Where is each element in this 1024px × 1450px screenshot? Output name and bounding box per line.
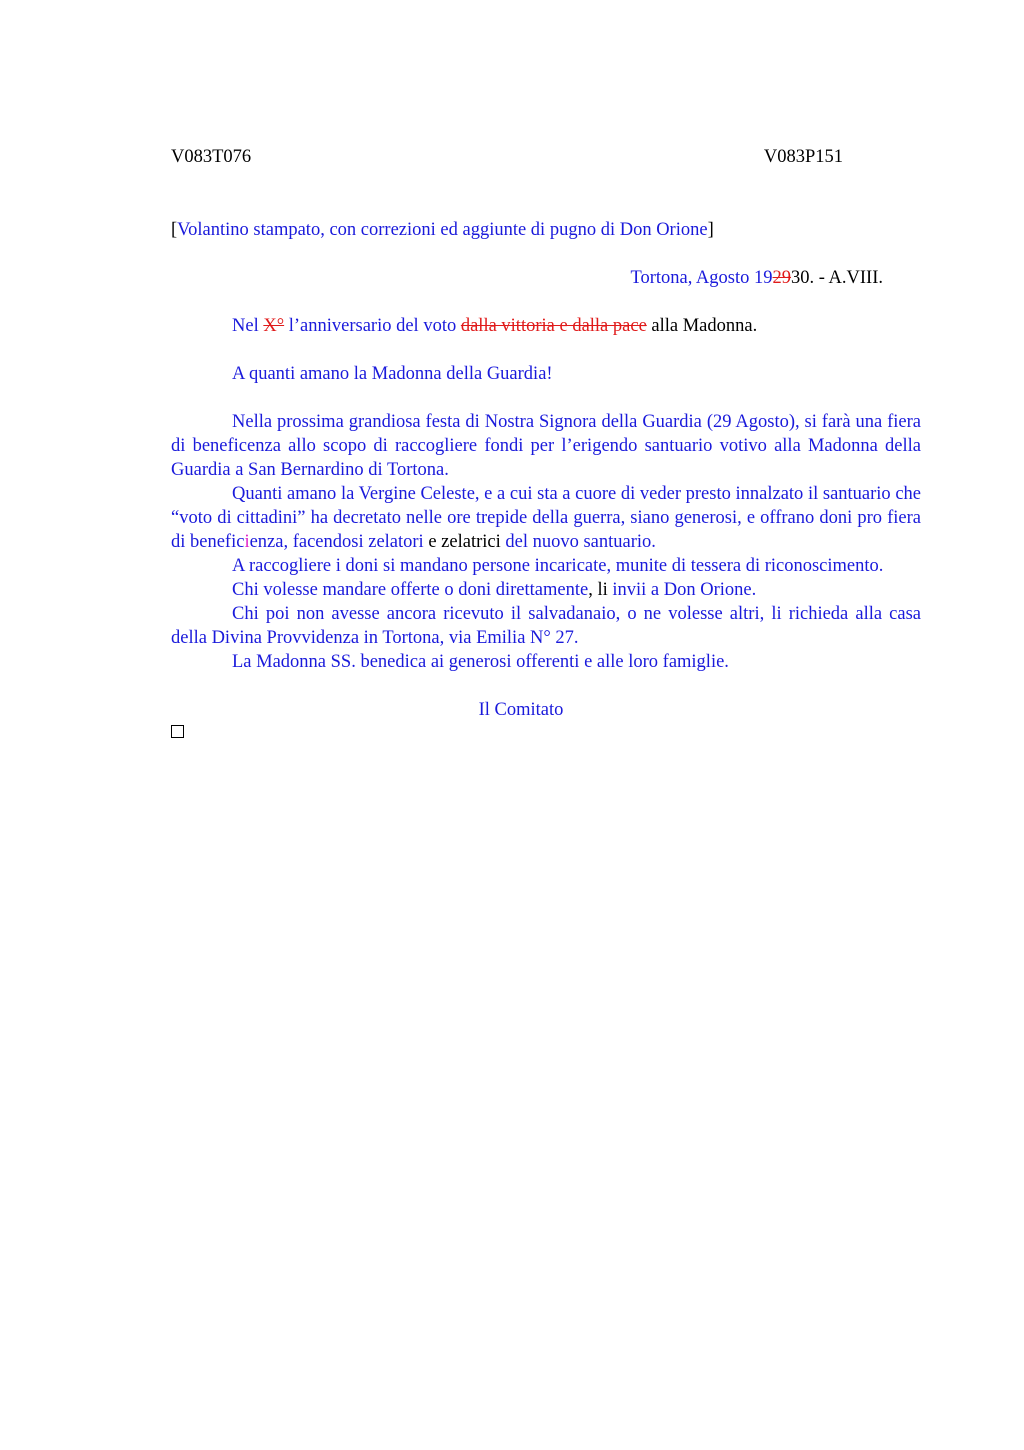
dedication-end: alla Madonna. (646, 316, 758, 336)
paragraph-offerte-end: invii a Don Orione. (607, 580, 757, 600)
corrected-year: 30. - A.VI (791, 268, 867, 288)
document-page (171, 145, 921, 738)
paragraph-festa: Nella prossima grandiosa festa di Nostra Signora della Guardia (29 Agosto), si farà una fiera di beneficenza allo scopo di raccogliere fondi per l’erigendo santuario votivo alla Madonna della Guardia a San Bernardino di Tortona. (171, 412, 921, 480)
place-date-line (171, 266, 921, 290)
dedication-line (171, 314, 921, 338)
bracket-close: ] (707, 220, 714, 240)
place-date-prefix: Tortona, Agosto 19 (630, 268, 773, 288)
handwritten-pronoun: , li (588, 580, 608, 600)
fascist-era-suffix: II. (866, 268, 883, 288)
paragraph-doni (171, 482, 921, 554)
editorial-note (171, 218, 921, 242)
paragraph-raccolta: A raccogliere i doni si mandano persone incaricate, munite di tessera di riconoscimento. (232, 556, 884, 576)
paragraph-benedizione: La Madonna SS. benedica ai generosi offerenti e alle loro famiglie. (232, 652, 729, 672)
document-codes (171, 145, 921, 171)
dedication-middle: l’anniversario del voto (284, 316, 461, 336)
bracket-open: [ (171, 220, 178, 240)
handwritten-addition: e zelatrici (423, 532, 501, 552)
deleted-year-digits: 29 (772, 268, 792, 288)
editorial-note-text: Volantino stampato, con correzioni ed aggiunte di pugno di Don Orione (177, 220, 708, 240)
deleted-ordinal: X° (263, 316, 285, 336)
letter-body (171, 410, 921, 674)
deleted-phrase: dalla vittoria e dalla pace (460, 316, 647, 336)
paragraph-doni-cont: enza, facendosi zelatori (249, 532, 424, 552)
end-square-icon (171, 725, 184, 738)
paragraph-doni-end: del nuovo santuario. (500, 532, 656, 552)
volume-text-code: V083T076 (171, 147, 252, 167)
dedication-start: Nel (232, 316, 264, 336)
volume-page-code: V083P151 (763, 147, 843, 167)
signature: Il Comitato (478, 700, 564, 720)
paragraph-offerte-text: Chi volesse mandare offerte o doni direttamente (232, 580, 589, 600)
salutation-line: A quanti amano la Madonna della Guardia! (232, 364, 553, 384)
paragraph-doni-text: Quanti amano la Vergine Celeste, e a cui sta a cuore di veder presto innalzato il santuario che “voto di cittadini” ha decretato nelle ore trepide della guerra, siano generosi, e offrano doni pro fiera di benefic (171, 484, 921, 552)
paragraph-offerte (171, 578, 921, 602)
paragraph-salvadanaio: Chi poi non avesse ancora ricevuto il salvadanaio, o ne volesse altri, li richieda alla casa della Divina Provvidenza in Tortona, via Emilia N° 27. (171, 604, 921, 648)
inserted-letter: i (244, 532, 250, 552)
